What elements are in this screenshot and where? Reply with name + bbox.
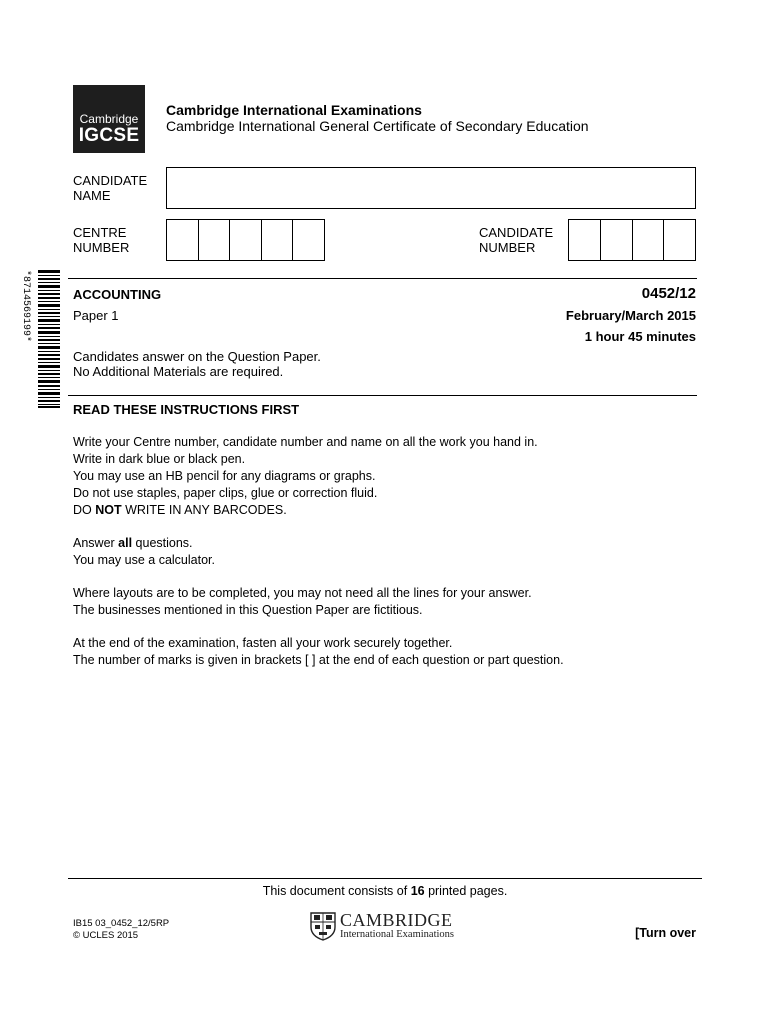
subject-title: ACCOUNTING bbox=[73, 287, 162, 302]
barcode-number bbox=[20, 270, 34, 408]
instruction-line: Write your Centre number, candidate number and name on all the work you hand in. bbox=[73, 435, 538, 449]
qualification-title: Cambridge International General Certificate of Secondary Education bbox=[166, 118, 589, 134]
materials-note bbox=[73, 349, 321, 379]
digit-box[interactable] bbox=[293, 220, 324, 260]
materials-line: No Additional Materials are required. bbox=[73, 364, 284, 379]
materials-line: Candidates answer on the Question Paper. bbox=[73, 349, 321, 364]
digit-box[interactable] bbox=[664, 220, 695, 260]
turn-over-note: [Turn over bbox=[635, 926, 696, 940]
exam-duration: 1 hour 45 minutes bbox=[584, 329, 696, 344]
cambridge-crest-icon bbox=[309, 911, 337, 941]
divider bbox=[68, 395, 697, 396]
candidate-number-field[interactable] bbox=[568, 219, 696, 261]
barcode bbox=[38, 270, 60, 408]
digit-box[interactable] bbox=[601, 220, 633, 260]
text-fragment: WRITE IN ANY BARCODES. bbox=[121, 503, 287, 517]
text-fragment: DO bbox=[73, 503, 96, 517]
instruction-line: At the end of the examination, fasten all your work securely together. bbox=[73, 636, 453, 650]
candidate-name-field[interactable] bbox=[166, 167, 696, 209]
centre-number-field[interactable] bbox=[166, 219, 325, 261]
instruction-line-answer bbox=[73, 535, 693, 552]
paper-number: Paper 1 bbox=[73, 308, 119, 323]
instruction-line: Write in dark blue or black pen. bbox=[73, 452, 246, 466]
label-line: NUMBER bbox=[73, 240, 130, 255]
instruction-line: Do not use staples, paper clips, glue or correction fluid. bbox=[73, 486, 378, 500]
instruction-line: The businesses mentioned in this Question Paper are fictitious. bbox=[73, 603, 423, 617]
document-reference: IB15 03_0452_12/5RP bbox=[73, 918, 170, 929]
page-count-note bbox=[68, 884, 702, 898]
instruction-line: Where layouts are to be completed, you may not need all the lines for your answer. bbox=[73, 586, 532, 600]
emphasis: all bbox=[118, 536, 133, 550]
digit-box[interactable] bbox=[569, 220, 601, 260]
instruction-line: You may use a calculator. bbox=[73, 553, 215, 567]
label-line: NAME bbox=[73, 188, 111, 203]
logo-text-igcse: IGCSE bbox=[78, 125, 140, 146]
emphasis: NOT bbox=[95, 503, 122, 517]
text-fragment: printed pages. bbox=[424, 884, 508, 898]
digit-box[interactable] bbox=[230, 220, 262, 260]
candidate-name-label bbox=[73, 173, 147, 203]
instruction-line: You may use an HB pencil for any diagrams or graphs. bbox=[73, 469, 376, 483]
text-fragment: This document consists of bbox=[262, 884, 411, 898]
exam-session: February/March 2015 bbox=[565, 308, 696, 323]
instruction-line-barcodes bbox=[73, 502, 693, 519]
page-count: 16 bbox=[410, 884, 425, 898]
instructions-body bbox=[73, 434, 693, 669]
label-line: CANDIDATE bbox=[73, 173, 148, 188]
divider bbox=[68, 278, 697, 279]
cambridge-igcse-logo bbox=[73, 85, 145, 153]
exam-board: Cambridge International Examinations bbox=[166, 102, 422, 118]
label-line: CENTRE bbox=[73, 225, 127, 240]
label-line: CANDIDATE bbox=[479, 225, 554, 240]
logo-text-cambridge: Cambridge bbox=[79, 112, 139, 126]
instruction-line: The number of marks is given in brackets [ ] at the end of each question or part question. bbox=[73, 653, 564, 667]
footer-divider bbox=[68, 878, 702, 879]
digit-box[interactable] bbox=[633, 220, 665, 260]
instructions-heading: READ THESE INSTRUCTIONS FIRST bbox=[73, 402, 300, 417]
paper-code: 0452/12 bbox=[641, 285, 696, 302]
digit-box[interactable] bbox=[167, 220, 199, 260]
text-fragment: questions. bbox=[132, 536, 193, 550]
cambridge-wordmark-sub: International Examinations bbox=[340, 929, 455, 940]
digit-box[interactable] bbox=[199, 220, 231, 260]
digit-box[interactable] bbox=[262, 220, 294, 260]
cambridge-wordmark: CAMBRIDGE bbox=[340, 910, 453, 930]
centre-number-label bbox=[73, 225, 129, 255]
candidate-number-label bbox=[479, 225, 553, 255]
footer-reference bbox=[73, 918, 169, 942]
copyright: © UCLES 2015 bbox=[73, 930, 139, 941]
text-fragment: Answer bbox=[73, 536, 119, 550]
label-line: NUMBER bbox=[479, 240, 536, 255]
barcode-digits-text: *8714569199* bbox=[20, 270, 31, 343]
